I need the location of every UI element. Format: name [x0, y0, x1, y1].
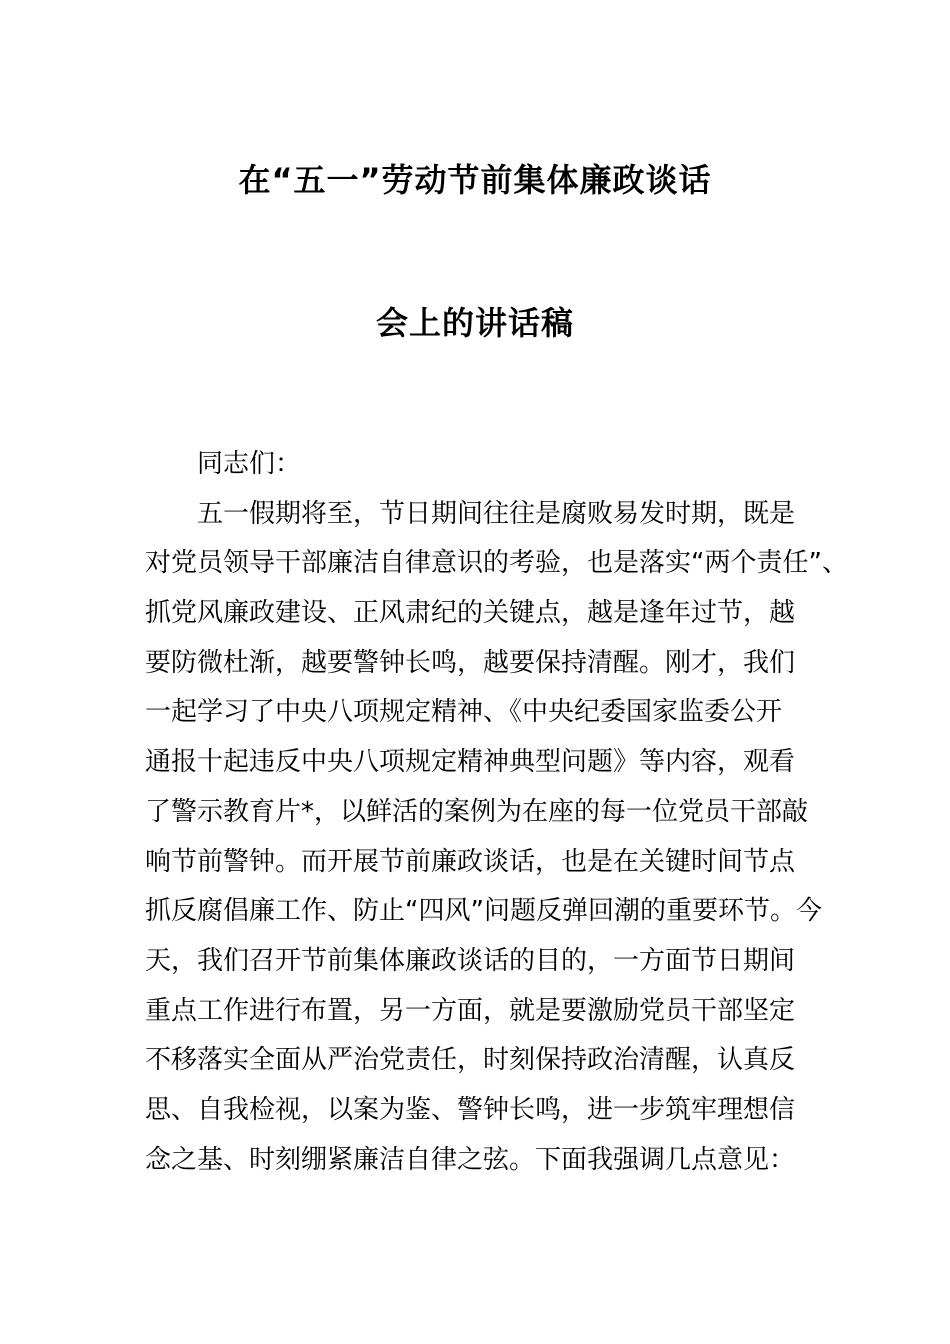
document-body	[145, 440, 848, 1185]
paragraph-line: 天，我们召开节前集体廉政谈话的目的，一方面节日期间	[145, 945, 796, 976]
paragraph-line: 要防微杜渐，越要警钟长鸣，越要保持清醒。刚才，我们	[145, 647, 796, 678]
title-line-2: 会上的讲话稿	[375, 304, 574, 342]
paragraph-line: 了警示教育片*，以鲜活的案例为在座的每一位党员干部敲	[145, 796, 809, 827]
paragraph-line: 对党员领导干部廉洁自律意识的考验，也是落实“两个责任”、	[145, 548, 848, 579]
salutation: 同志们：	[197, 449, 302, 479]
paragraph-line: 重点工作进行布置，另一方面，就是要激励党员干部坚定	[145, 995, 796, 1026]
title-line-1: 在“五一”劳动节前集体廉政谈话	[238, 161, 712, 199]
paragraph-line: 念之基、时刻绷紧廉洁自律之弦。下面我强调几点意见：	[145, 1144, 796, 1175]
paragraph-line: 抓反腐倡廉工作、防止“四风”问题反弹回潮的重要环节。今	[145, 896, 822, 927]
paragraph-line: 思、自我检视，以案为鉴、警钟长鸣，进一步筑牢理想信	[145, 1094, 796, 1125]
paragraph-line: 不移落实全面从严治党责任，时刻保持政治清醒，认真反	[145, 1045, 796, 1076]
paragraph-line: 一起学习了中央八项规定精神、《中央纪委国家监委公开	[145, 697, 783, 728]
paragraph-line: 抓党风廉政建设、正风肃纪的关键点，越是逢年过节，越	[145, 598, 796, 629]
paragraph-line: 五一假期将至，节日期间往往是腐败易发时期，既是	[197, 498, 796, 529]
paragraph-line: 通报十起违反中央八项规定精神典型问题》等内容，观看	[145, 747, 796, 778]
paragraph-line: 响节前警钟。而开展节前廉政谈话，也是在关键时间节点	[145, 846, 796, 877]
